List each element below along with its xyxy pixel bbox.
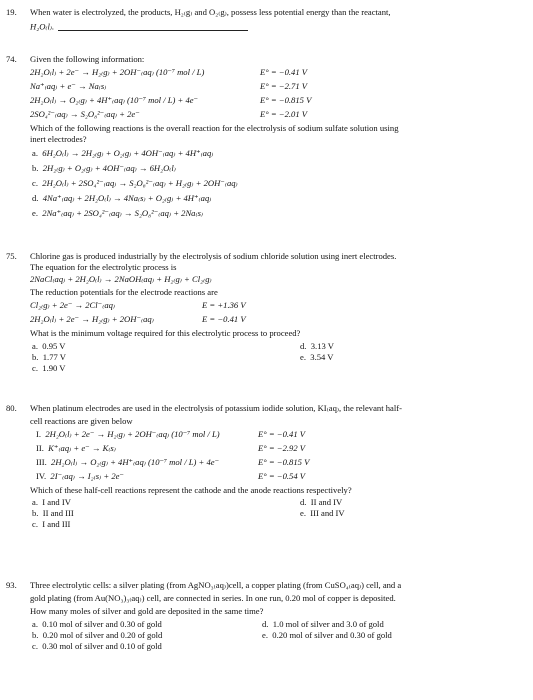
reaction-equation: Na⁺₍aq₎ + e⁻ → Na₍s₎ <box>30 81 107 91</box>
answer-option-c[interactable]: c. 2H₂O₍l₎ + 2SO₄²⁻₍aq₎ → S₂O₈²⁻₍aq₎ + H₂₍g₎ + 2OH⁻₍aq₎ <box>32 178 238 188</box>
answer-option-b[interactable]: b. 2H₂₍g₎ + O₂₍g₎ + 4OH⁻₍aq₎ → 6H₂O₍l₎ <box>32 163 176 173</box>
reaction-potential: E = +1.36 V <box>202 300 246 310</box>
reaction-potential: E = −0.41 V <box>202 314 246 324</box>
half-cell-reaction-I: I. 2H₂O₍l₎ + 2e⁻ → H₂₍g₎ + 2OH⁻₍aq₎ (10⁻⁷ mol / L) <box>36 429 220 439</box>
question-intro: Given the following information: <box>30 54 145 64</box>
overall-equation: 2NaCl₍aq₎ + 2H₂O₍l₎ → 2NaOH₍aq₎ + H₂₍g₎ + Cl₂₍g₎ <box>30 274 212 284</box>
reaction-potential: E° = −2.01 V <box>260 109 308 119</box>
question-text-line-2: cell reactions are given below <box>30 416 133 426</box>
answer-option-b[interactable]: b. II and III <box>32 508 74 518</box>
answer-option-a[interactable]: a. 0.95 V <box>32 341 66 351</box>
question-text-line-1: When platinum electrodes are used in the electrolysis of potassium iodide solution, KI₍aq₎, the relevant half- <box>30 403 402 413</box>
reaction-equation: 2H₂O₍l₎ + 2e⁻ → H₂₍g₎ + 2OH⁻₍aq₎ <box>30 314 154 324</box>
reaction-potential: E° = −2.92 V <box>258 443 306 453</box>
reaction-potential: E° = −0.41 V <box>260 67 308 77</box>
question-number: 74. <box>6 54 17 64</box>
question-text-line-2: H₂O₍l₎. <box>30 22 248 31</box>
question-text-line-1: Chlorine gas is produced industrially by the electrolysis of sodium chloride solution using inert electrodes. <box>30 251 397 261</box>
reaction-equation: 2SO₄²⁻₍aq₎ → S₂O₈²⁻₍aq₎ + 2e⁻ <box>30 109 140 119</box>
question-text-line-1: Three electrolytic cells: a silver plating (from AgNO₃₍aq₎)cell, a copper plating (from CuSO₄₍aq₎) cell, and a <box>30 580 402 590</box>
question-text-line-2: gold plating (from Au(NO₃)₃₍aq₎) cell, are connected in series. In one run, 0.20 mol of copper is deposited. <box>30 593 396 603</box>
answer-option-d[interactable]: d. 1.0 mol of silver and 3.0 of gold <box>262 619 384 629</box>
answer-option-e[interactable]: e. III and IV <box>300 508 345 518</box>
answer-option-e[interactable]: e. 2Na⁺₍aq₎ + 2SO₄²⁻₍aq₎ → S₂O₈²⁻₍aq₎ + 2Na₍s₎ <box>32 208 204 218</box>
question-text-line-1: When water is electrolyzed, the products, H₂₍g₎ and O₂₍g₎, possess less potential energy than the reactant, <box>30 7 391 17</box>
question-text-line-2: The equation for the electrolytic process is <box>30 262 177 272</box>
answer-option-c[interactable]: c. 1.90 V <box>32 363 66 373</box>
question-text-line-2: inert electrodes? <box>30 134 87 144</box>
answer-option-a[interactable]: a. 0.10 mol of silver and 0.30 of gold <box>32 619 162 629</box>
reaction-potential: E° = −0.815 V <box>258 457 310 467</box>
question-text-line-1: Which of the following reactions is the overall reaction for the electrolysis of sodium sulfate solution using <box>30 123 399 133</box>
answer-blank[interactable] <box>58 22 248 31</box>
answer-option-d[interactable]: d. 3.13 V <box>300 341 334 351</box>
question-text: Which of these half-cell reactions represent the cathode and the anode reactions respectively? <box>30 485 352 495</box>
question-text-line-3: The reduction potentials for the electrode reactions are <box>30 287 218 297</box>
answer-option-d[interactable]: d. II and IV <box>300 497 343 507</box>
answer-option-c[interactable]: c. I and III <box>32 519 71 529</box>
question-number: 93. <box>6 580 17 590</box>
answer-option-b[interactable]: b. 1.77 V <box>32 352 66 362</box>
answer-option-b[interactable]: b. 0.20 mol of silver and 0.20 of gold <box>32 630 163 640</box>
reaction-equation: 2H₂O₍l₎ + 2e⁻ → H₂₍g₎ + 2OH⁻₍aq₎ (10⁻⁷ mol / L) <box>30 67 205 77</box>
reaction-potential: E° = −0.815 V <box>260 95 312 105</box>
reaction-potential: E° = −2.71 V <box>260 81 308 91</box>
reaction-equation: 2H₂O₍l₎ → O₂₍g₎ + 4H⁺₍aq₎ (10⁻⁷ mol / L) + 4e⁻ <box>30 95 199 105</box>
reaction-potential: E° = −0.54 V <box>258 471 306 481</box>
half-cell-reaction-II: II. K⁺₍aq₎ + e⁻ → K₍s₎ <box>36 443 116 453</box>
half-cell-reaction-III: III. 2H₂O₍l₎ → O₂₍g₎ + 4H⁺₍aq₎ (10⁻⁷ mol / L) + 4e⁻ <box>36 457 220 467</box>
answer-option-e[interactable]: e. 3.54 V <box>300 352 334 362</box>
question-number: 19. <box>6 7 17 17</box>
reaction-equation: Cl₂₍g₎ + 2e⁻ → 2Cl⁻₍aq₎ <box>30 300 116 310</box>
answer-option-a[interactable]: a. I and IV <box>32 497 71 507</box>
question-text: What is the minimum voltage required for this electrolytic process to proceed? <box>30 328 301 338</box>
answer-option-a[interactable]: a. 6H₂O₍l₎ → 2H₂₍g₎ + O₂₍g₎ + 4OH⁻₍aq₎ + 4H⁺₍aq₎ <box>32 148 214 158</box>
question-number: 75. <box>6 251 17 261</box>
question-number: 80. <box>6 403 17 413</box>
answer-option-e[interactable]: e. 0.20 mol of silver and 0.30 of gold <box>262 630 392 640</box>
question-text-line-3: How many moles of silver and gold are deposited in the same time? <box>30 606 264 616</box>
half-cell-reaction-IV: IV. 2I⁻₍aq₎ → I₂₍s₎ + 2e⁻ <box>36 471 124 481</box>
answer-option-c[interactable]: c. 0.30 mol of silver and 0.10 of gold <box>32 641 162 651</box>
answer-option-d[interactable]: d. 4Na⁺₍aq₎ + 2H₂O₍l₎ → 4Na₍s₎ + O₂₍g₎ + 4H⁺₍aq₎ <box>32 193 212 203</box>
reaction-potential: E° = −0.41 V <box>258 429 306 439</box>
